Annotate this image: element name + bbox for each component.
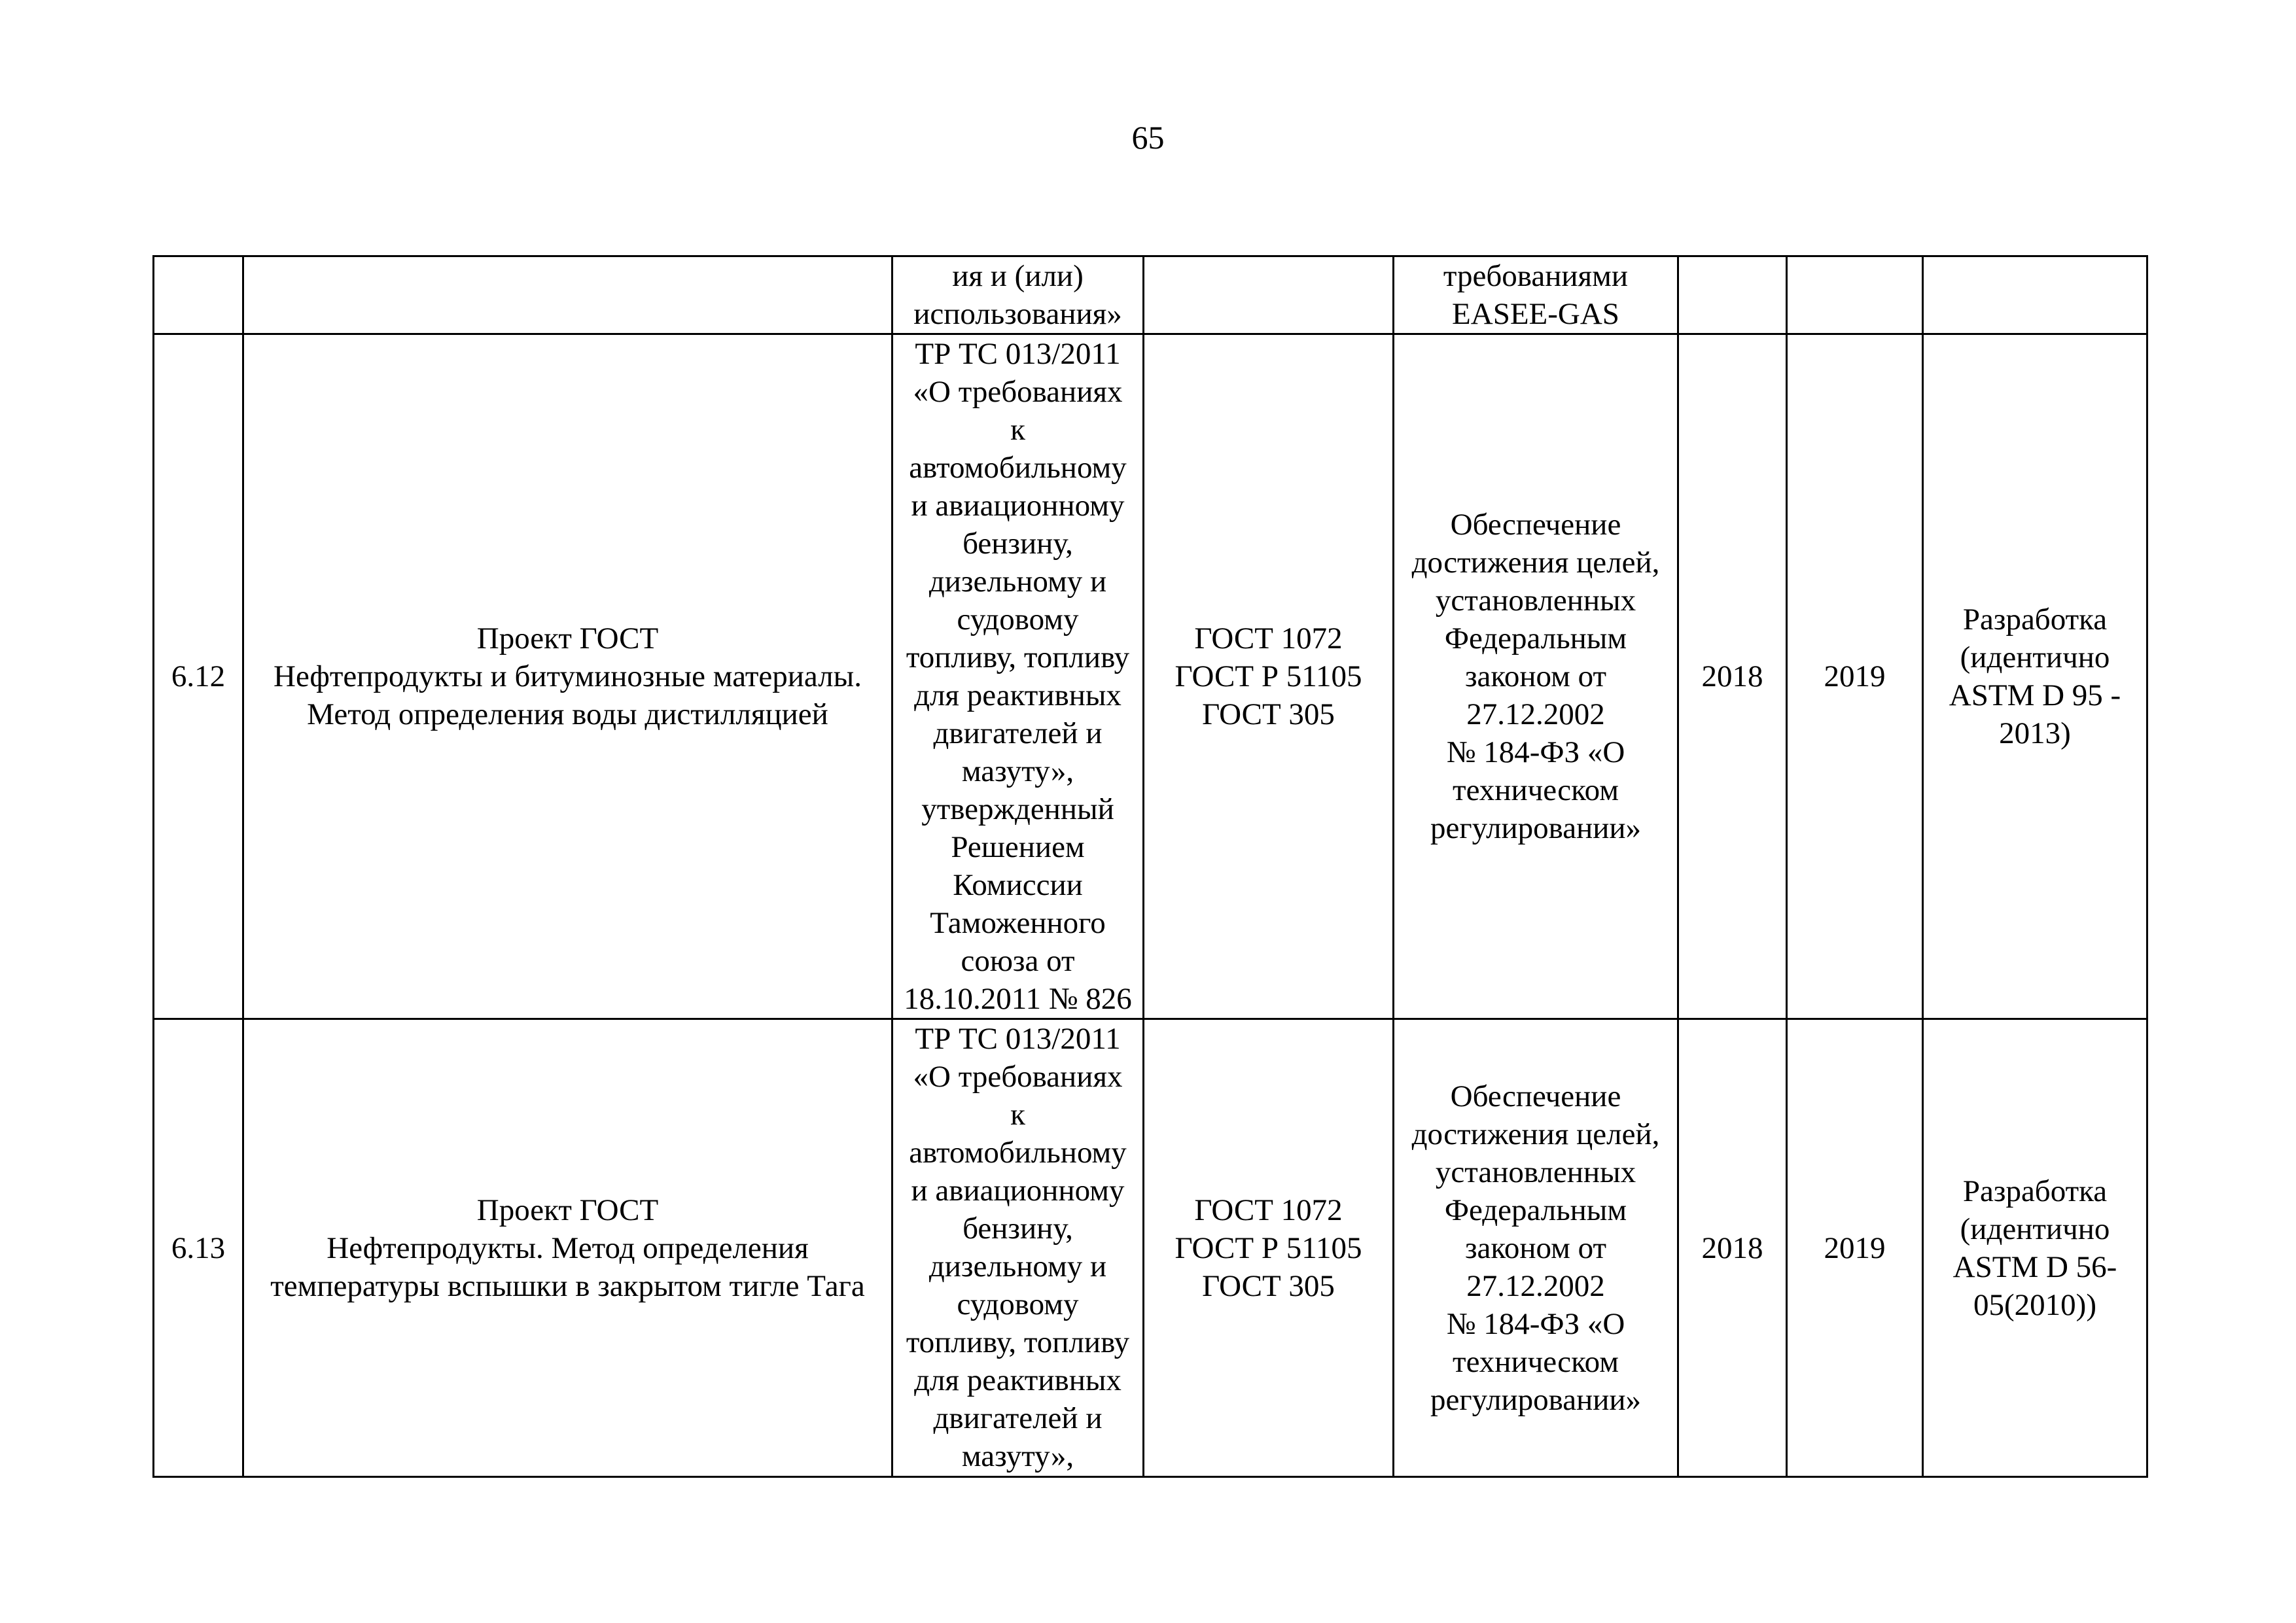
title-cell xyxy=(243,256,892,334)
tech-regulation-cell: ия и (или) использования» xyxy=(892,256,1144,334)
page-number: 65 xyxy=(1131,119,1165,156)
purpose-cell: Обеспечение достижения целей, установленных Федеральным законом от 27.12.2002 № 184-ФЗ «О техническом регулировании» xyxy=(1394,334,1678,1019)
table-row xyxy=(154,334,2147,1019)
note-cell: Разработка (идентично ASTM D 95 - 2013) xyxy=(1923,334,2147,1019)
end-year-cell: 2019 xyxy=(1787,334,1923,1019)
purpose-cell: Обеспечение достижения целей, установленных Федеральным законом от 27.12.2002 № 184-ФЗ «О техническом регулировании» xyxy=(1394,1019,1678,1477)
start-year-cell xyxy=(1678,256,1787,334)
end-year-cell: 2019 xyxy=(1787,1019,1923,1477)
purpose-cell: требованиями EASEE-GAS xyxy=(1394,256,1678,334)
end-year-cell xyxy=(1787,256,1923,334)
title-cell: Проект ГОСТ Нефтепродукты и битуминозные материалы. Метод определения воды дистилляцией xyxy=(243,334,892,1019)
standards-table xyxy=(152,255,2148,1478)
related-standards-cell: ГОСТ 1072 ГОСТ Р 51105 ГОСТ 305 xyxy=(1144,1019,1394,1477)
row-number-cell xyxy=(154,256,243,334)
title-cell: Проект ГОСТ Нефтепродукты. Метод определения температуры вспышки в закрытом тигле Тага xyxy=(243,1019,892,1477)
table-row xyxy=(154,256,2147,334)
row-number-cell: 6.12 xyxy=(154,334,243,1019)
related-standards-cell xyxy=(1144,256,1394,334)
row-number-cell: 6.13 xyxy=(154,1019,243,1477)
table-row xyxy=(154,1019,2147,1477)
tech-regulation-cell: ТР ТС 013/2011 «О требованиях к автомобильному и авиационному бензину, дизельному и судовому топливу, топливу для реактивных двигателей и мазуту», утвержденный Решением Комиссии Таможенного союза от 18.10.2011 № 826 xyxy=(892,334,1144,1019)
tech-regulation-cell: ТР ТС 013/2011 «О требованиях к автомобильному и авиационному бензину, дизельному и судовому топливу, топливу для реактивных двигателей и мазуту», xyxy=(892,1019,1144,1477)
note-cell: Разработка (идентично ASTM D 56- 05(2010)) xyxy=(1923,1019,2147,1477)
related-standards-cell: ГОСТ 1072 ГОСТ Р 51105 ГОСТ 305 xyxy=(1144,334,1394,1019)
note-cell xyxy=(1923,256,2147,334)
start-year-cell: 2018 xyxy=(1678,1019,1787,1477)
start-year-cell: 2018 xyxy=(1678,334,1787,1019)
